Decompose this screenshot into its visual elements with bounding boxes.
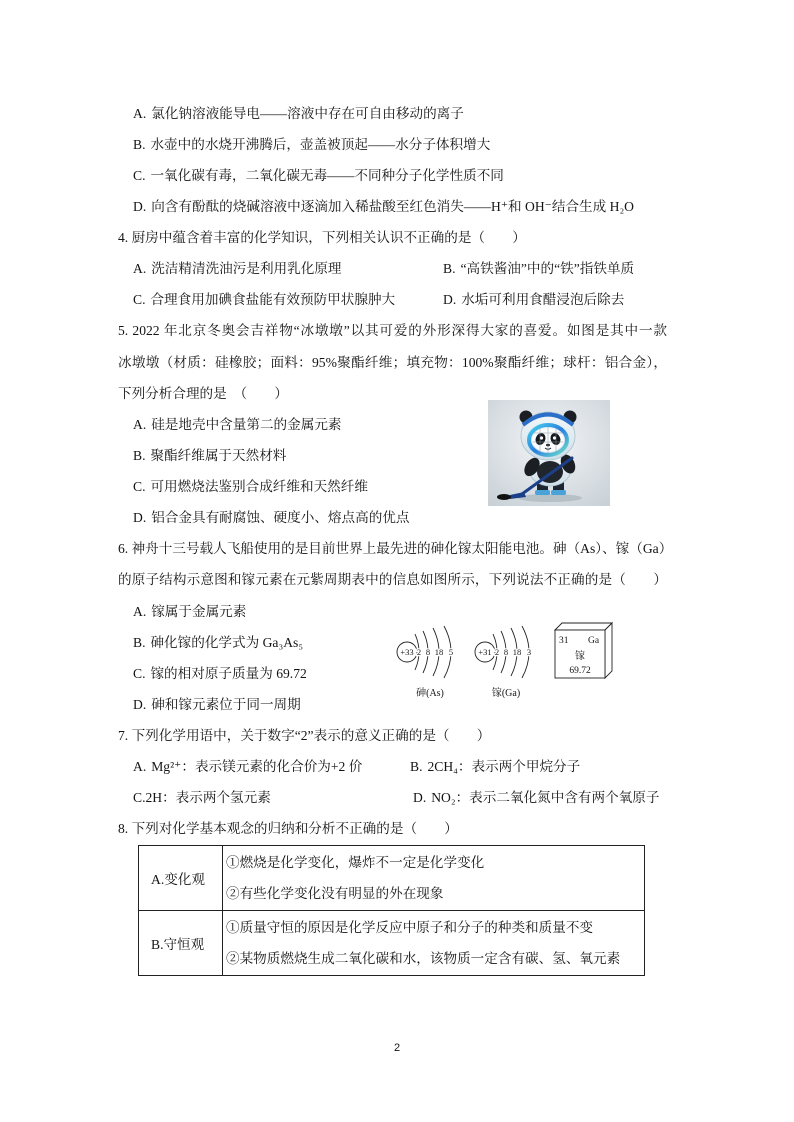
table-item: ①燃烧是化学变化，爆炸不一定是化学变化 [226, 854, 485, 870]
q4-option-b [443, 253, 634, 284]
card-element-name: 镓 [575, 651, 585, 662]
option-label: D. [133, 198, 147, 214]
atomic-structure-figure [390, 618, 622, 702]
option-label: C. [133, 665, 146, 681]
option-text: 铝合金具有耐腐蚀、硬度小、熔点高的优点 [151, 510, 410, 526]
option-text: 镓属于金属元素 [151, 603, 247, 619]
option-label: D. [413, 790, 427, 806]
table-row [139, 911, 645, 976]
option-text: 洗洁精清洗油污是利用乳化原理 [151, 261, 342, 277]
right-eye [553, 436, 556, 439]
q7-option-b [410, 751, 580, 782]
as-shell-2-electrons: 8 [425, 647, 431, 657]
option-text: 水垢可利用食醋浸泡后除去 [461, 292, 625, 308]
card-side-face [605, 623, 612, 678]
q7-stem: 7. 下列化学用语中，关于数字“2”表示的意义正确的是（ ） [118, 728, 491, 743]
q7-option-c [133, 782, 271, 813]
option-text: 水壶中的水烧开沸腾后，壶盖被顶起——水分子体积增大 [150, 136, 491, 152]
q3-option-b [118, 129, 667, 160]
option-text: 氯化钠溶液能导电——溶液中存在可自由移动的离子 [151, 105, 464, 121]
as-caption: 砷(As) [416, 688, 444, 699]
table-items-cell [223, 846, 645, 911]
option-text: 可用燃烧法鉴别合成纤维和天然纤维 [150, 479, 368, 494]
option-label: C. [133, 167, 146, 183]
arsenic-atom-diagram [397, 626, 453, 699]
option-label: B. [133, 447, 146, 463]
card-symbol: Ga [588, 636, 600, 646]
bing-dwen-dwen-image [488, 400, 610, 506]
q4-options-row-2 [118, 284, 667, 315]
q5-stem-line-1: 5. 2022 年北京冬奥会吉祥物“冰墩墩”以其可爱的外形深得大家的喜爱。如图是其中一款 [118, 323, 667, 339]
table-item: ②有些化学变化没有明显的外在现象 [226, 886, 444, 901]
as-nucleus-charge: +33 [400, 647, 414, 657]
option-text: 砷化镓的化学式为 Ga₃As₅ [150, 634, 304, 650]
option-text: NO₂：表示二氧化氮中含有两个氧原子 [431, 790, 660, 806]
table-category-cell: B.守恒观 [139, 911, 223, 976]
card-atomic-number: 31 [559, 636, 569, 646]
option-text: 聚酯纤维属于天然材料 [150, 447, 287, 463]
option-label: D. [133, 510, 147, 526]
card-atomic-mass: 69.72 [569, 666, 591, 676]
option-text: 向含有酚酞的烧碱溶液中逐滴加入稀盐酸至红色消失——H⁺和 OH⁻结合生成 H₂O [151, 198, 635, 214]
as-shell-1-electrons: 2 [416, 647, 422, 657]
table-row [139, 846, 645, 911]
q3-option-a [118, 98, 667, 129]
option-text: “高铁酱油”中的“铁”指铁单质 [460, 261, 635, 277]
option-text: 砷和镓元素位于同一周期 [151, 696, 301, 712]
table-item: ①质量守恒的原因是化学反应中原子和分子的种类和质量不变 [226, 919, 594, 935]
left-eye [540, 436, 543, 439]
q4-options-row-1 [118, 253, 667, 284]
ga-shell-3-electrons: 18 [512, 647, 522, 657]
option-text: 合理食用加碘食盐能有效预防甲状腺肿大 [150, 292, 396, 308]
option-label: B. [133, 136, 146, 152]
table-category-cell: A.变化观 [139, 846, 223, 911]
q5-stem-line-3: 下列分析合理的是 （ ） [118, 385, 288, 401]
table-items-cell [223, 911, 645, 976]
left-skate [535, 490, 550, 495]
q7-option-a [133, 751, 362, 782]
option-text: 一氧化碳有毒，二氧化碳无毒——不同种分子化学性质不同 [150, 167, 504, 183]
q5-stem-line-2: 冰墩墩（材质：硅橡胶；面料：95%聚酯纤维；填充物：100%聚酯纤维；球杆：铝合金）， [118, 354, 667, 370]
option-label: B. [443, 261, 456, 277]
option-label: A. [133, 105, 147, 121]
ga-shell-4-electrons: 3 [526, 647, 532, 657]
q4-option-d [443, 284, 624, 315]
q3-option-d [118, 191, 667, 222]
as-shell-4-electrons: 5 [448, 647, 454, 657]
q4-stem: 4. 厨房中蕴含着丰富的化学知识，下列相关认识不正确的是（ ） [118, 230, 526, 245]
option-text: 2CH₄：表示两个甲烷分子 [427, 759, 581, 775]
option-label: A. [133, 759, 147, 775]
card-top-face [555, 623, 612, 630]
as-shell-3-electrons: 18 [434, 647, 444, 657]
element-card-gallium [555, 623, 612, 678]
option-text: Mg²⁺：表示镁元素的化合价为+2 价 [151, 759, 363, 775]
floor-shadow [518, 494, 582, 502]
q8-stem: 8. 下列对化学基本观念的归纳和分析不正确的是（ ） [118, 821, 458, 837]
option-label: D. [443, 292, 457, 308]
ga-caption: 镓(Ga) [491, 688, 521, 699]
table-item: ②某物质燃烧生成二氧化碳和水，该物质一定含有碳、氢、氧元素 [226, 951, 621, 966]
option-text: 硅是地壳中含量第二的金属元素 [151, 416, 342, 432]
q5-option-d [118, 502, 667, 533]
option-label: D. [133, 696, 147, 712]
page-number: 2 [393, 1042, 401, 1054]
q6-stem-line-1: 6. 神舟十三号载人飞船使用的是目前世界上最先进的砷化镓太阳能电池。砷（As）、镓（Ga） [118, 541, 673, 557]
ga-shell-2-electrons: 8 [503, 647, 509, 657]
hockey-puck [497, 494, 511, 500]
gallium-atom-diagram [475, 626, 531, 699]
option-label: B. [410, 759, 423, 775]
option-label: A. [133, 603, 147, 619]
option-text: 镓的相对原子质量为 69.72 [150, 665, 307, 681]
option-label: C. [133, 790, 146, 806]
q8-concept-table [138, 845, 645, 976]
q4-option-a [133, 253, 342, 284]
ga-shell-1-electrons: 2 [494, 647, 500, 657]
option-label: C. [133, 479, 146, 494]
q6-stem-line-2: 的原子结构示意图和镓元素在元紫周期表中的信息如图所示，下列说法不正确的是（ ） [118, 572, 667, 588]
option-label: B. [133, 634, 146, 650]
ga-nucleus-charge: +31 [478, 647, 492, 657]
q3-option-c [118, 160, 667, 191]
q4-option-c [133, 284, 395, 315]
q7-options-row-1 [118, 751, 667, 782]
q7-options-row-2 [118, 782, 667, 813]
option-label: A. [133, 416, 147, 432]
option-text: 2H：表示两个氢元素 [145, 790, 271, 806]
right-skate [551, 490, 566, 495]
option-label: C. [133, 292, 146, 308]
option-label: A. [133, 261, 147, 277]
q7-option-d [413, 782, 660, 813]
